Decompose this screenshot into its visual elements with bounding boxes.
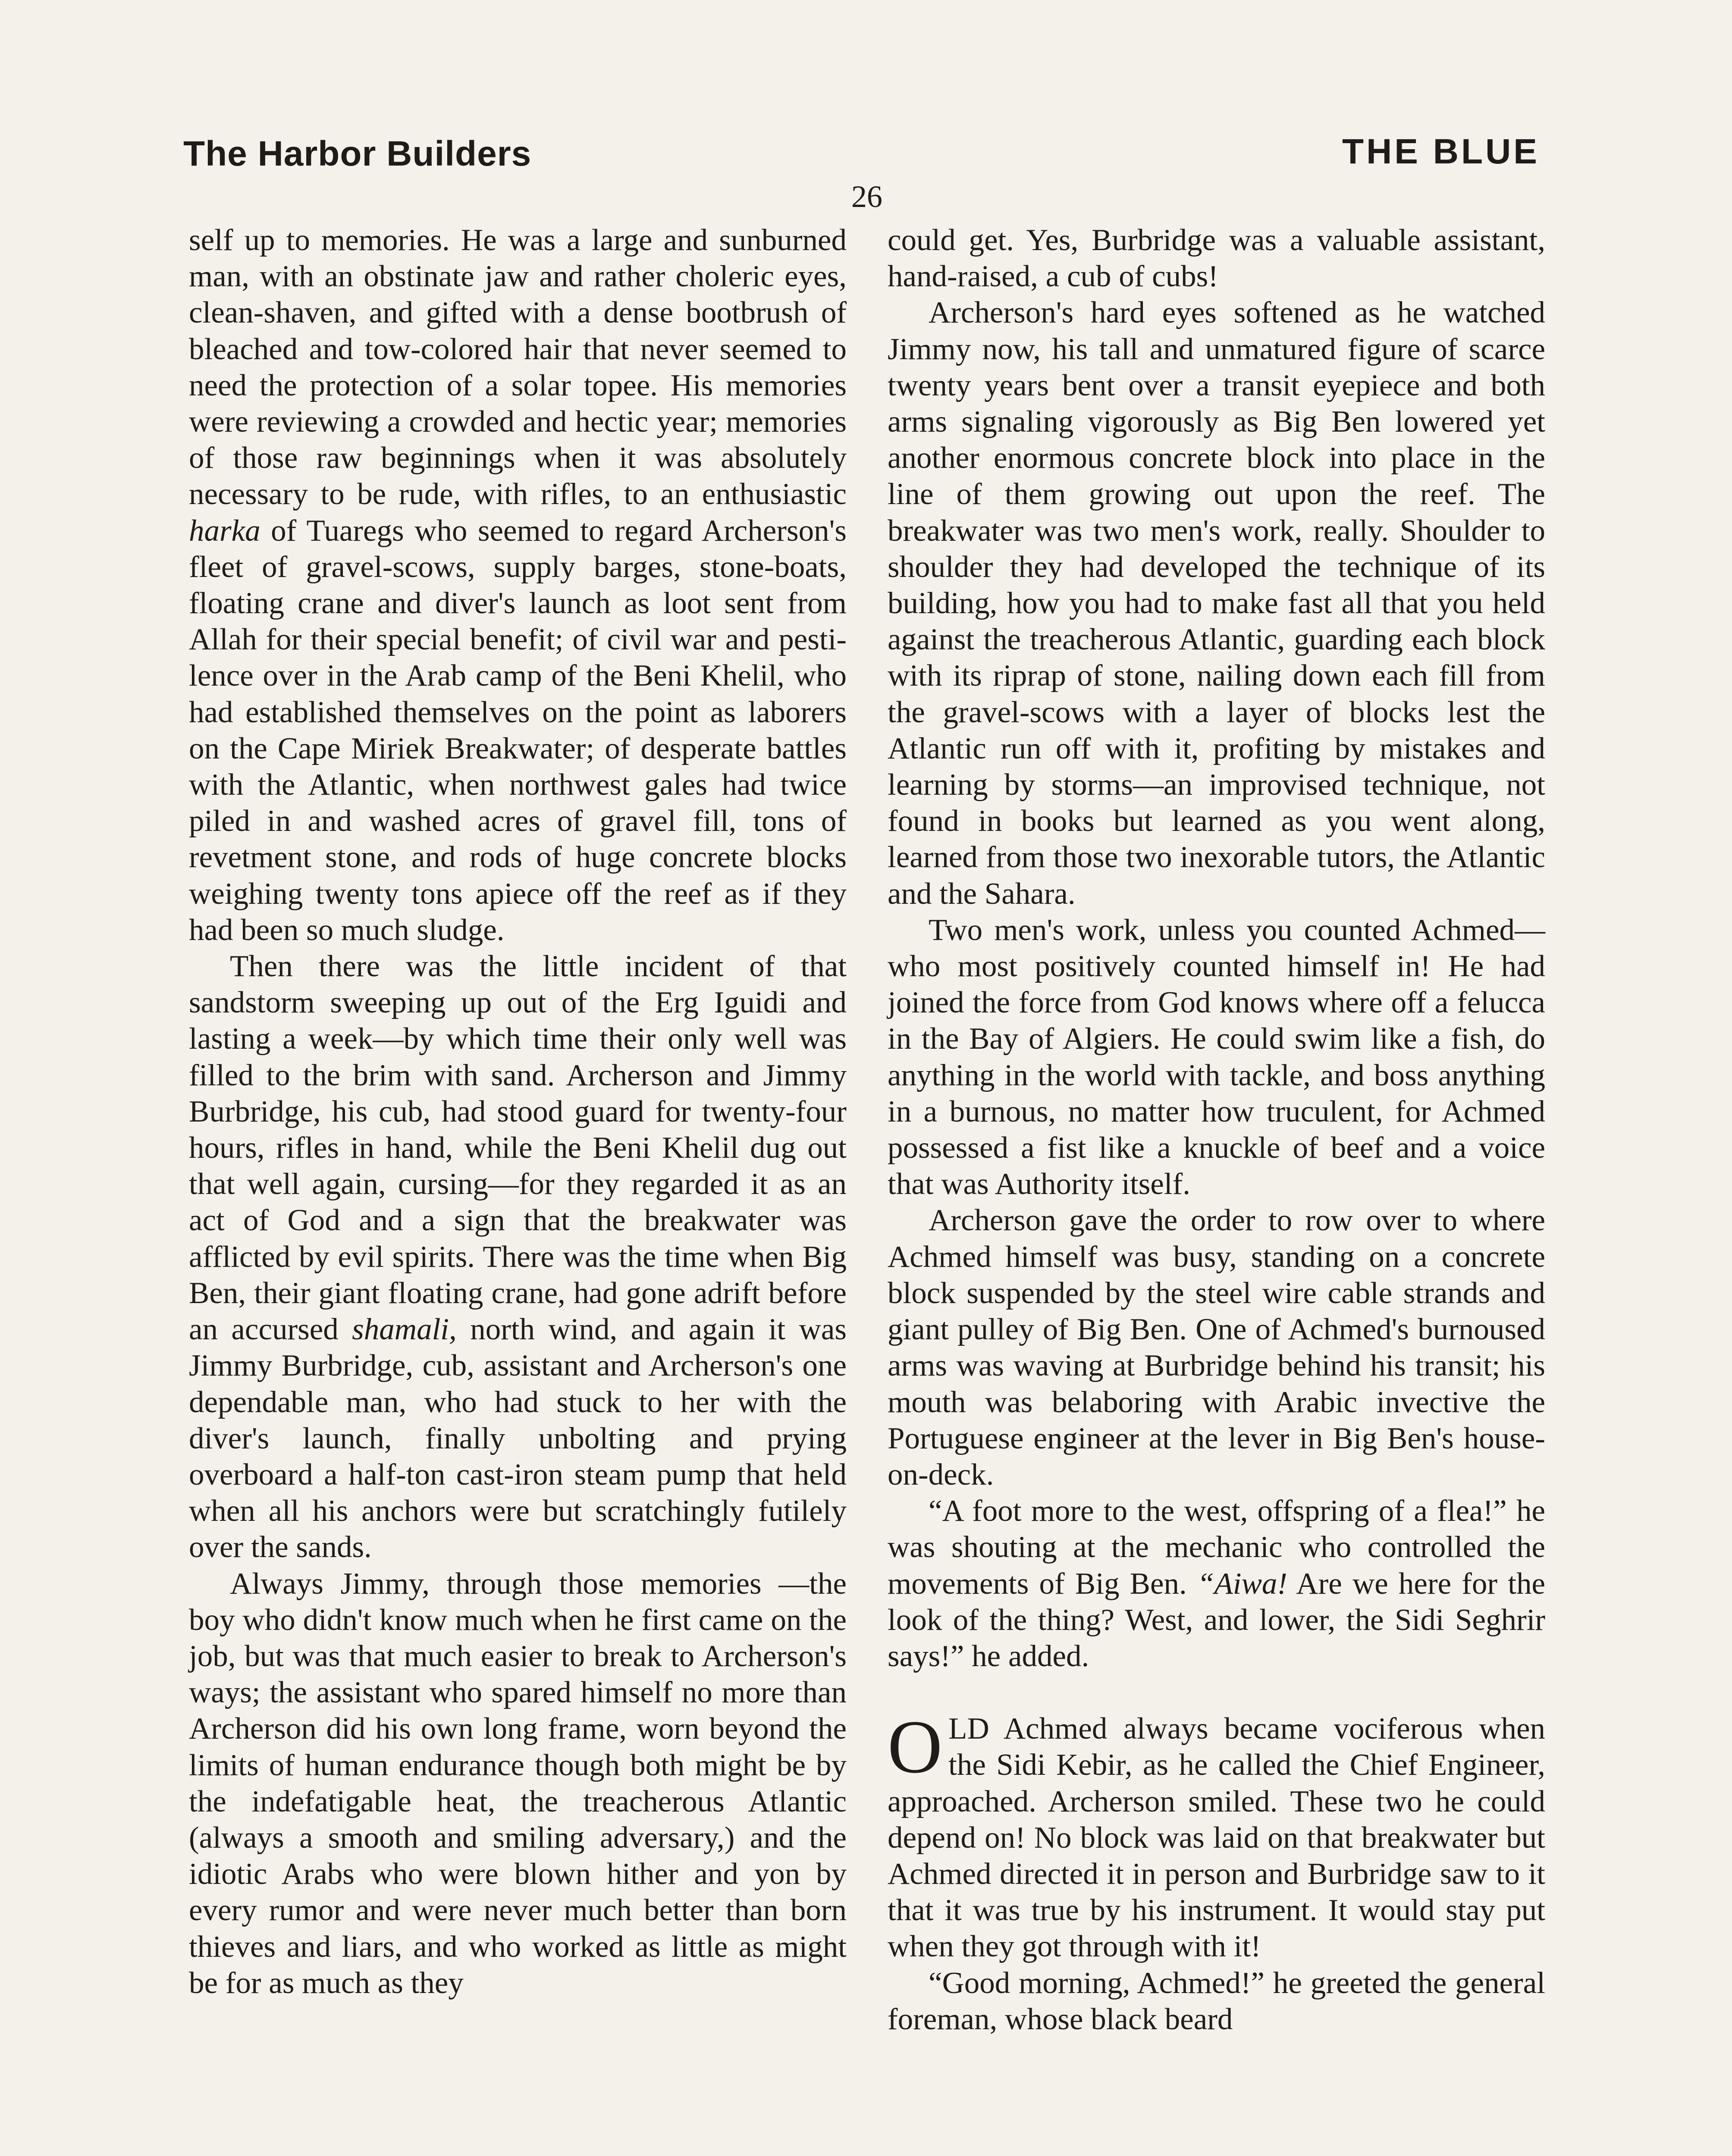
paragraph: could get. Yes, Burbridge was a valuable assistant, hand-raised, a cub of cubs!	[888, 223, 1545, 294]
paragraph-text: self up to memories. He was a large and sunburned man, with an obstinate jaw and rather choleric eyes, clean-shaven, and gifted with a dense bootbrush of bleached and tow-colored hair that never seemed to need the protection of a solar topee. His memories were reviewing a crowded and hectic year; memories of those raw beginnings when it was absolutely necessary to be rude, with rifles, to an enthusiastic	[189, 223, 847, 511]
right-column	[888, 222, 1545, 2037]
paragraph-text: LD Achmed always became vociferous when the Sidi Kebir, as he called the Chief Engineer, approached. Archerson smiled. These two he could depend on! No block was laid on that breakwater but Achmed directed it in person and Burbridge saw to it that it was true by his instrument. It would stay put when they got through with it!	[888, 1712, 1545, 1964]
paragraph	[189, 222, 847, 948]
paragraph: Archerson's hard eyes softened as he watched Jimmy now, his tall and unmatured figure of scarce twenty years bent over a transit eyepiece and both arms signaling vigorously as Big Ben lowered yet another enormous concrete block into place in the line of them growing out upon the reef. The breakwater was two men's work, really. Shoulder to shoulder they had developed the technique of its building, how you had to make fast all that you held against the treacherous Atlantic, guarding each block with its riprap of stone, nailing down each fill from the gravel-scows with a layer of blocks lest the Atlantic run off with it, profiting by mistakes and learning by storms—an improvised technique, not found in books but learned as you went along, learned from those two inexorable tutors, the Atlantic and the Sahara.	[888, 296, 1545, 911]
paragraph-text: Then there was the little incident of that sandstorm sweeping up out of the Erg Iguidi and lasting a week—by which time their only well was filled to the brim with sand. Archerson and Jimmy Burbridge, his cub, had stood guard for twenty-four hours, rifles in hand, while the Beni Khelil dug out that well again, cursing—for they regarded it as an act of God and a sign that the breakwater was afflicted by evil spirits. There was the time when Big Ben, their giant floating crane, had gone adrift before an accursed	[189, 950, 847, 1347]
paragraph: Archerson gave the order to row over to where Achmed himself was busy, standing on a concrete block suspended by the steel wire cable strands and giant pulley of Big Ben. One of Achmed's burnoused arms was waving at Burbridge behind his transit; his mouth was belaboring with Arabic invective the Portuguese engineer at the lever in Big Ben's house-on-deck.	[888, 1203, 1545, 1492]
paragraph-text: of Tuaregs who seemed to regard Archerson's fleet of gravel-scows, supply barges, stone-boats, floating crane and diver's launch as loot sent from Allah for their special benefit; of civil war and pestilence over in the Arab camp of the Beni Khelil, who had established themselves on the point as laborers on the Cape Miriek Breakwater; of desperate battles with the Atlantic, when northwest gales had twice piled in and washed acres of gravel fill, tons of revetment stone, and rods of huge concrete blocks weighing twenty tons apiece off the reef as if they had been so much sludge.	[189, 514, 847, 947]
drop-cap: O	[888, 1705, 943, 1789]
italic-word: “Aiwa!	[1197, 1567, 1288, 1601]
page-number: 26	[851, 179, 882, 214]
italic-word: shamali,	[352, 1313, 457, 1347]
magazine-title: THE BLUE	[1342, 132, 1540, 171]
paragraph-text: Are we here for the look of the thing? West, and lower, the Sidi Seghrir says!” he added.	[888, 1567, 1545, 1673]
section-opening-paragraph	[888, 1705, 1545, 1965]
paragraph	[189, 948, 847, 1565]
paragraph	[888, 1493, 1545, 1674]
paragraph: Two men's work, unless you counted Achmed—who most positively counted himself in! He had joined the force from God knows where off a felucca in the Bay of Algiers. He could swim like a fish, do anything in the world with tackle, and boss anything in a burnous, no matter how truculent, for Achmed possessed a fist like a knuckle of beef and a voice that was Authority itself.	[888, 913, 1545, 1201]
paragraph-text: north wind, and again it was Jimmy Burbridge, cub, assistant and Archerson's one dependable man, who had stuck to her with the diver's launch, finally unbolting and prying overboard a half-ton cast-iron steam pump that held when all his anchors were but scratchingly futilely over the sands.	[189, 1313, 847, 1564]
story-title: The Harbor Builders	[183, 134, 532, 173]
paragraph-text: “A foot more to the west, offspring of a flea!” he was shouting at the mechanic who controlled the movements of Big Ben.	[888, 1494, 1545, 1601]
paragraph: “Good morning, Achmed!” he greeted the general foreman, whose black beard	[888, 1966, 1545, 2036]
paragraph: Always Jimmy, through those memories —the boy who didn't know much when he first came on the job, but was that much easier to break to Archerson's ways; the assistant who spared himself no more than Archerson did his own long frame, worn beyond the limits of human endurance though both might be by the indefatigable heat, the treacherous Atlantic (always a smooth and smiling adversary,) and the idiotic Arabs who were blown hither and yon by every rumor and were never much better than born thieves and liars, and who worked as little as might be for as much as they	[189, 1567, 847, 2000]
left-column	[189, 222, 847, 2001]
italic-word: harka	[189, 514, 260, 548]
